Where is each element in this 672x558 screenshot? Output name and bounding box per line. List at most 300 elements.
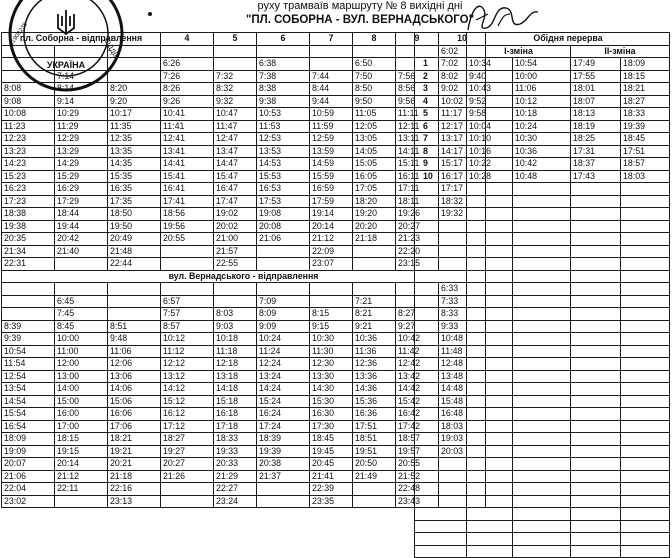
departure-time-cell: 21:48 <box>108 245 161 258</box>
empty-cell <box>415 383 467 396</box>
break-time-cell: 18:03 <box>621 170 670 183</box>
departure-time-cell: 15:23 <box>2 170 55 183</box>
trident-emblem <box>58 10 74 34</box>
departure-time-cell: 14:54 <box>2 395 55 408</box>
departure-time-cell: 21:37 <box>257 470 310 483</box>
empty-cell <box>467 270 513 283</box>
run-number: 9 <box>415 158 467 171</box>
departure-time-cell: 13:00 <box>55 370 108 383</box>
departure-time-cell: 18:56 <box>161 208 214 221</box>
departure-time-cell: 9:21 <box>353 320 396 333</box>
departure-time-cell: 18:15 <box>55 433 108 446</box>
empty-cell <box>467 520 513 533</box>
table-row <box>2 208 486 221</box>
empty-cell <box>571 395 621 408</box>
table-row <box>2 120 486 133</box>
departure-time-cell: 7:14 <box>55 70 108 83</box>
table-row <box>2 433 486 446</box>
departure-time-cell: 7:33 <box>439 295 486 308</box>
departure-time-cell: 19:44 <box>55 220 108 233</box>
departure-time-cell: 18:21 <box>108 433 161 446</box>
departure-time-cell: 12:12 <box>161 358 214 371</box>
departure-time-cell: 8:27 <box>396 308 439 321</box>
break-time-cell: 10:42 <box>513 158 571 171</box>
empty-cell <box>621 295 670 308</box>
empty-cell <box>415 470 467 483</box>
departure-time-cell: 14:06 <box>108 383 161 396</box>
departure-time-cell: 22:09 <box>310 245 353 258</box>
empty-cell <box>513 445 571 458</box>
table-row <box>2 495 486 508</box>
departure-time-cell: 19:56 <box>161 220 214 233</box>
table-row <box>2 383 486 396</box>
departure-time-cell: 10:48 <box>439 333 486 346</box>
departure-time-cell: 8:20 <box>108 83 161 96</box>
departure-time-cell: 21:52 <box>396 470 439 483</box>
empty-cell <box>415 183 467 196</box>
empty-cell <box>621 408 670 421</box>
break-time-cell: 17:49 <box>571 58 621 71</box>
table-row <box>2 358 486 371</box>
empty-cell <box>467 295 513 308</box>
empty-row <box>415 245 670 258</box>
departure-time-cell: 9:26 <box>161 95 214 108</box>
departure-time-cell: 17:23 <box>2 195 55 208</box>
departure-time-cell: 13:48 <box>439 370 486 383</box>
break-time-cell: 10:22 <box>467 158 513 171</box>
departure-time-cell: 8:39 <box>2 320 55 333</box>
empty-cell <box>571 333 621 346</box>
stamp-dept-text: ВІДДІЛ <box>102 37 120 61</box>
empty-cell <box>467 408 513 421</box>
empty-cell <box>513 183 571 196</box>
departure-time-cell <box>257 258 310 271</box>
empty-row <box>415 345 670 358</box>
departure-time-cell: 16:47 <box>214 183 257 196</box>
empty-cell <box>621 445 670 458</box>
departure-time-cell: 21:23 <box>396 233 439 246</box>
table-row <box>415 95 670 108</box>
break-time-cell: 19:39 <box>621 120 670 133</box>
empty-cell <box>571 383 621 396</box>
departure-time-cell <box>2 295 55 308</box>
departure-time-cell: 8:26 <box>161 83 214 96</box>
table-row <box>415 158 670 171</box>
empty-row <box>415 308 670 321</box>
departure-time-cell: 12:30 <box>310 358 353 371</box>
departure-time-cell: 14:42 <box>396 383 439 396</box>
empty-cell <box>621 483 670 496</box>
empty-cell <box>415 345 467 358</box>
departure-time-cell <box>108 295 161 308</box>
departure-time-cell: 12:59 <box>310 133 353 146</box>
break-time-cell: 10:00 <box>513 70 571 83</box>
empty-cell <box>621 470 670 483</box>
departure-time-cell: 22:39 <box>310 483 353 496</box>
departure-time-cell: 8:08 <box>2 83 55 96</box>
empty-cell <box>467 383 513 396</box>
departure-time-cell: 18:39 <box>257 433 310 446</box>
departure-time-cell: 11:05 <box>353 108 396 121</box>
departure-time-cell: 13:47 <box>214 145 257 158</box>
departure-time-cell: 13:54 <box>2 383 55 396</box>
empty-cell <box>513 370 571 383</box>
departure-time-cell <box>257 45 310 58</box>
departure-time-cell <box>353 45 396 58</box>
departure-time-cell <box>161 483 214 496</box>
empty-cell <box>415 333 467 346</box>
break-time-cell: 18:45 <box>621 133 670 146</box>
empty-cell <box>571 433 621 446</box>
shift-header-row <box>415 45 670 58</box>
column-header: 10 <box>439 33 486 46</box>
table-row <box>2 345 486 358</box>
departure-time-cell: 17:35 <box>108 195 161 208</box>
departure-time-cell: 14:18 <box>214 383 257 396</box>
empty-row <box>415 483 670 496</box>
departure-time-cell: 21:12 <box>310 233 353 246</box>
departure-time-cell: 14:11 <box>396 145 439 158</box>
empty-cell <box>415 458 467 471</box>
empty-cell <box>621 420 670 433</box>
departure-time-cell: 21:49 <box>353 470 396 483</box>
departure-time-cell: 7:50 <box>353 70 396 83</box>
break-time-cell: 9:58 <box>467 108 513 121</box>
table-row <box>2 308 486 321</box>
departure-time-cell: 21:41 <box>310 470 353 483</box>
handwritten-signature <box>458 0 548 36</box>
empty-cell <box>467 195 513 208</box>
departure-time-cell: 12:53 <box>257 133 310 146</box>
departure-time-cell: 19:02 <box>214 208 257 221</box>
departure-time-cell <box>161 283 214 296</box>
departure-time-cell: 20:27 <box>396 220 439 233</box>
empty-cell <box>513 308 571 321</box>
empty-cell <box>415 220 467 233</box>
break-time-cell: 18:15 <box>621 70 670 83</box>
empty-cell <box>571 508 621 521</box>
empty-cell <box>513 195 571 208</box>
table-row <box>2 233 486 246</box>
departure-time-cell: 16:06 <box>108 408 161 421</box>
departure-time-cell: 18:32 <box>439 195 486 208</box>
departure-time-cell: 15:54 <box>2 408 55 421</box>
departure-time-cell: 8:14 <box>55 83 108 96</box>
departure-time-cell: 16:00 <box>55 408 108 421</box>
empty-cell <box>513 270 571 283</box>
empty-cell <box>415 495 467 508</box>
column-header: 9 <box>396 33 439 46</box>
lunch-break-title: Обідня перерва <box>467 33 670 46</box>
departure-time-cell: 11:11 <box>396 108 439 121</box>
departure-time-cell: 10:54 <box>2 345 55 358</box>
empty-cell <box>513 358 571 371</box>
empty-cell <box>415 445 467 458</box>
departure-time-cell: 15:06 <box>108 395 161 408</box>
departure-time-cell: 10:30 <box>310 333 353 346</box>
empty-row <box>415 420 670 433</box>
table-row <box>2 395 486 408</box>
empty-cell <box>467 470 513 483</box>
departure-time-cell: 8:02 <box>439 70 486 83</box>
departure-time-cell: 19:51 <box>353 445 396 458</box>
empty-cell <box>621 345 670 358</box>
empty-cell <box>621 433 670 446</box>
break-time-cell: 18:19 <box>571 120 621 133</box>
empty-cell <box>513 408 571 421</box>
empty-cell <box>467 220 513 233</box>
departure-time-cell: 11:17 <box>439 108 486 121</box>
departure-time-cell: 15:53 <box>257 170 310 183</box>
empty-row <box>415 508 670 521</box>
break-time-cell: 9:52 <box>467 95 513 108</box>
table-row <box>2 108 486 121</box>
departure-time-cell: 16:42 <box>396 408 439 421</box>
departure-time-cell: 9:48 <box>108 333 161 346</box>
departure-time-cell: 12:54 <box>2 370 55 383</box>
empty-cell <box>621 208 670 221</box>
departure-time-cell: 7:56 <box>396 70 439 83</box>
departure-time-cell: 21:12 <box>55 470 108 483</box>
empty-cell <box>513 320 571 333</box>
table-row <box>2 370 486 383</box>
departure-time-cell: 10:24 <box>257 333 310 346</box>
departure-time-cell <box>161 495 214 508</box>
empty-row <box>415 408 670 421</box>
departure-time-cell: 15:29 <box>55 170 108 183</box>
break-time-cell: 17:43 <box>571 170 621 183</box>
run-number: 3 <box>415 83 467 96</box>
table-row <box>2 258 486 271</box>
empty-cell <box>467 458 513 471</box>
empty-cell <box>513 220 571 233</box>
table-row <box>2 158 486 171</box>
empty-cell <box>621 508 670 521</box>
empty-row <box>415 283 670 296</box>
empty-cell <box>415 245 467 258</box>
departure-time-cell <box>2 283 55 296</box>
departure-time-cell: 17:11 <box>396 183 439 196</box>
empty-cell <box>513 208 571 221</box>
departure-time-cell: 12:48 <box>439 358 486 371</box>
empty-cell <box>571 270 621 283</box>
departure-time-cell: 14:35 <box>108 158 161 171</box>
departure-time-cell: 22:31 <box>2 258 55 271</box>
departure-time-cell: 18:45 <box>310 433 353 446</box>
empty-cell <box>621 370 670 383</box>
departure-time-cell: 8:33 <box>439 308 486 321</box>
empty-row <box>415 458 670 471</box>
departure-time-cell: 15:17 <box>439 158 486 171</box>
departure-time-cell: 8:56 <box>396 83 439 96</box>
empty-row <box>415 270 670 283</box>
empty-cell <box>513 508 571 521</box>
departure-time-cell: 20:35 <box>2 233 55 246</box>
departure-time-cell: 19:33 <box>214 445 257 458</box>
departure-time-cell: 7:09 <box>257 295 310 308</box>
empty-cell <box>513 245 571 258</box>
empty-cell <box>513 295 571 308</box>
departure-time-cell: 22:27 <box>214 483 257 496</box>
break-time-cell: 18:25 <box>571 133 621 146</box>
departure-time-cell: 23:13 <box>108 495 161 508</box>
departure-time-cell: 23:43 <box>396 495 439 508</box>
run-number: 2 <box>415 70 467 83</box>
departure-time-cell: 8:45 <box>55 320 108 333</box>
departure-time-cell: 13:29 <box>55 145 108 158</box>
run-number: 10 <box>415 170 467 183</box>
departure-time-cell: 13:35 <box>108 145 161 158</box>
table-row <box>2 458 486 471</box>
departure-time-cell: 10:08 <box>2 108 55 121</box>
departure-time-cell: 18:33 <box>214 433 257 446</box>
departure-time-cell <box>55 258 108 271</box>
departure-time-cell <box>2 308 55 321</box>
departure-time-cell: 21:40 <box>55 245 108 258</box>
departure-time-cell <box>214 45 257 58</box>
break-time-cell: 18:09 <box>621 58 670 71</box>
break-time-cell: 17:55 <box>571 70 621 83</box>
empty-cell <box>571 358 621 371</box>
departure-time-cell <box>161 258 214 271</box>
departure-time-cell: 23:02 <box>2 495 55 508</box>
departure-time-cell: 17:30 <box>310 420 353 433</box>
departure-time-cell: 20:14 <box>310 220 353 233</box>
empty-cell <box>621 233 670 246</box>
departure-time-cell: 10:18 <box>214 333 257 346</box>
departure-time-cell: 19:57 <box>396 445 439 458</box>
departure-time-cell: 8:03 <box>214 308 257 321</box>
empty-row <box>415 383 670 396</box>
empty-cell <box>415 233 467 246</box>
departure-time-cell: 9:02 <box>439 83 486 96</box>
empty-row <box>415 533 670 546</box>
table-row <box>2 470 486 483</box>
empty-cell <box>467 183 513 196</box>
empty-cell <box>467 495 513 508</box>
table-row <box>2 133 486 146</box>
empty-cell <box>415 208 467 221</box>
empty-cell <box>621 308 670 321</box>
empty-cell <box>571 520 621 533</box>
departure-time-cell: 12:06 <box>108 358 161 371</box>
departure-time-cell: 15:48 <box>439 395 486 408</box>
departure-time-cell: 19:27 <box>161 445 214 458</box>
departure-time-cell: 14:12 <box>161 383 214 396</box>
departure-time-cell <box>214 295 257 308</box>
departure-time-cell <box>161 245 214 258</box>
break-time-cell: 10:30 <box>513 133 571 146</box>
departure-time-cell: 20:55 <box>396 458 439 471</box>
departure-time-cell: 17:41 <box>161 195 214 208</box>
empty-cell <box>467 233 513 246</box>
departure-time-cell: 14:23 <box>2 158 55 171</box>
break-time-cell: 10:43 <box>467 83 513 96</box>
departure-time-cell: 10:29 <box>55 108 108 121</box>
column-header: 7 <box>310 33 353 46</box>
break-time-cell: 10:18 <box>513 108 571 121</box>
departure-time-cell: 16:53 <box>257 183 310 196</box>
empty-cell <box>415 258 467 271</box>
empty-cell <box>467 445 513 458</box>
break-time-cell: 17:51 <box>621 145 670 158</box>
departure-time-cell: 14:00 <box>55 383 108 396</box>
empty-cell <box>415 270 467 283</box>
departure-time-cell: 22:11 <box>55 483 108 496</box>
departure-time-cell: 14:48 <box>439 383 486 396</box>
empty-row <box>415 208 670 221</box>
departure-time-cell: 6:02 <box>439 45 486 58</box>
departure-time-cell: 13:06 <box>108 370 161 383</box>
empty-row <box>415 358 670 371</box>
empty-cell <box>621 358 670 371</box>
departure-time-cell: 16:29 <box>55 183 108 196</box>
departure-time-cell: 13:12 <box>161 370 214 383</box>
departure-time-cell: 12:47 <box>214 133 257 146</box>
departure-time-cell: 15:05 <box>353 158 396 171</box>
departure-time-cell: 14:47 <box>214 158 257 171</box>
table-row <box>2 283 486 296</box>
empty-cell <box>467 345 513 358</box>
column-header: 4 <box>161 33 214 46</box>
departure-time-cell: 6:50 <box>353 58 396 71</box>
departure-time-cell: 23:07 <box>310 258 353 271</box>
departure-time-cell: 12:36 <box>353 358 396 371</box>
departure-time-cell: 19:08 <box>257 208 310 221</box>
departure-time-cell: 16:24 <box>257 408 310 421</box>
departure-time-cell: 15:24 <box>257 395 310 408</box>
empty-cell <box>513 395 571 408</box>
departure-time-cell: 13:23 <box>2 145 55 158</box>
empty-cell <box>415 295 467 308</box>
departure-time-cell: 12:42 <box>396 358 439 371</box>
break-time-cell: 18:33 <box>621 108 670 121</box>
table-row <box>415 70 670 83</box>
table-row <box>415 120 670 133</box>
empty-cell <box>513 420 571 433</box>
empty-cell <box>621 320 670 333</box>
break-time-cell: 18:37 <box>571 158 621 171</box>
table-row <box>2 408 486 421</box>
empty-cell <box>513 233 571 246</box>
empty-cell <box>621 245 670 258</box>
departure-time-cell: 17:12 <box>161 420 214 433</box>
break-time-cell: 18:01 <box>571 83 621 96</box>
departure-time-cell: 15:18 <box>214 395 257 408</box>
departure-time-cell <box>310 58 353 71</box>
empty-cell <box>513 483 571 496</box>
break-time-cell: 18:57 <box>621 158 670 171</box>
departure-time-cell: 16:12 <box>161 408 214 421</box>
empty-cell <box>467 420 513 433</box>
departure-time-cell: 19:15 <box>55 445 108 458</box>
empty-cell <box>571 420 621 433</box>
table-row <box>2 320 486 333</box>
departure-time-cell: 20:50 <box>353 458 396 471</box>
departure-time-cell: 11:00 <box>55 345 108 358</box>
departure-time-cell: 13:18 <box>214 370 257 383</box>
departure-time-cell: 19:45 <box>310 445 353 458</box>
section-title: пл. Соборна - відправлення <box>2 33 161 46</box>
empty-cell <box>415 395 467 408</box>
empty-row <box>415 495 670 508</box>
departure-time-cell: 20:02 <box>214 220 257 233</box>
empty-row <box>415 320 670 333</box>
departure-time-cell: 11:06 <box>108 345 161 358</box>
departure-time-cell: 9:20 <box>108 95 161 108</box>
departure-time-cell: 15:35 <box>108 170 161 183</box>
departure-time-cell <box>161 45 214 58</box>
